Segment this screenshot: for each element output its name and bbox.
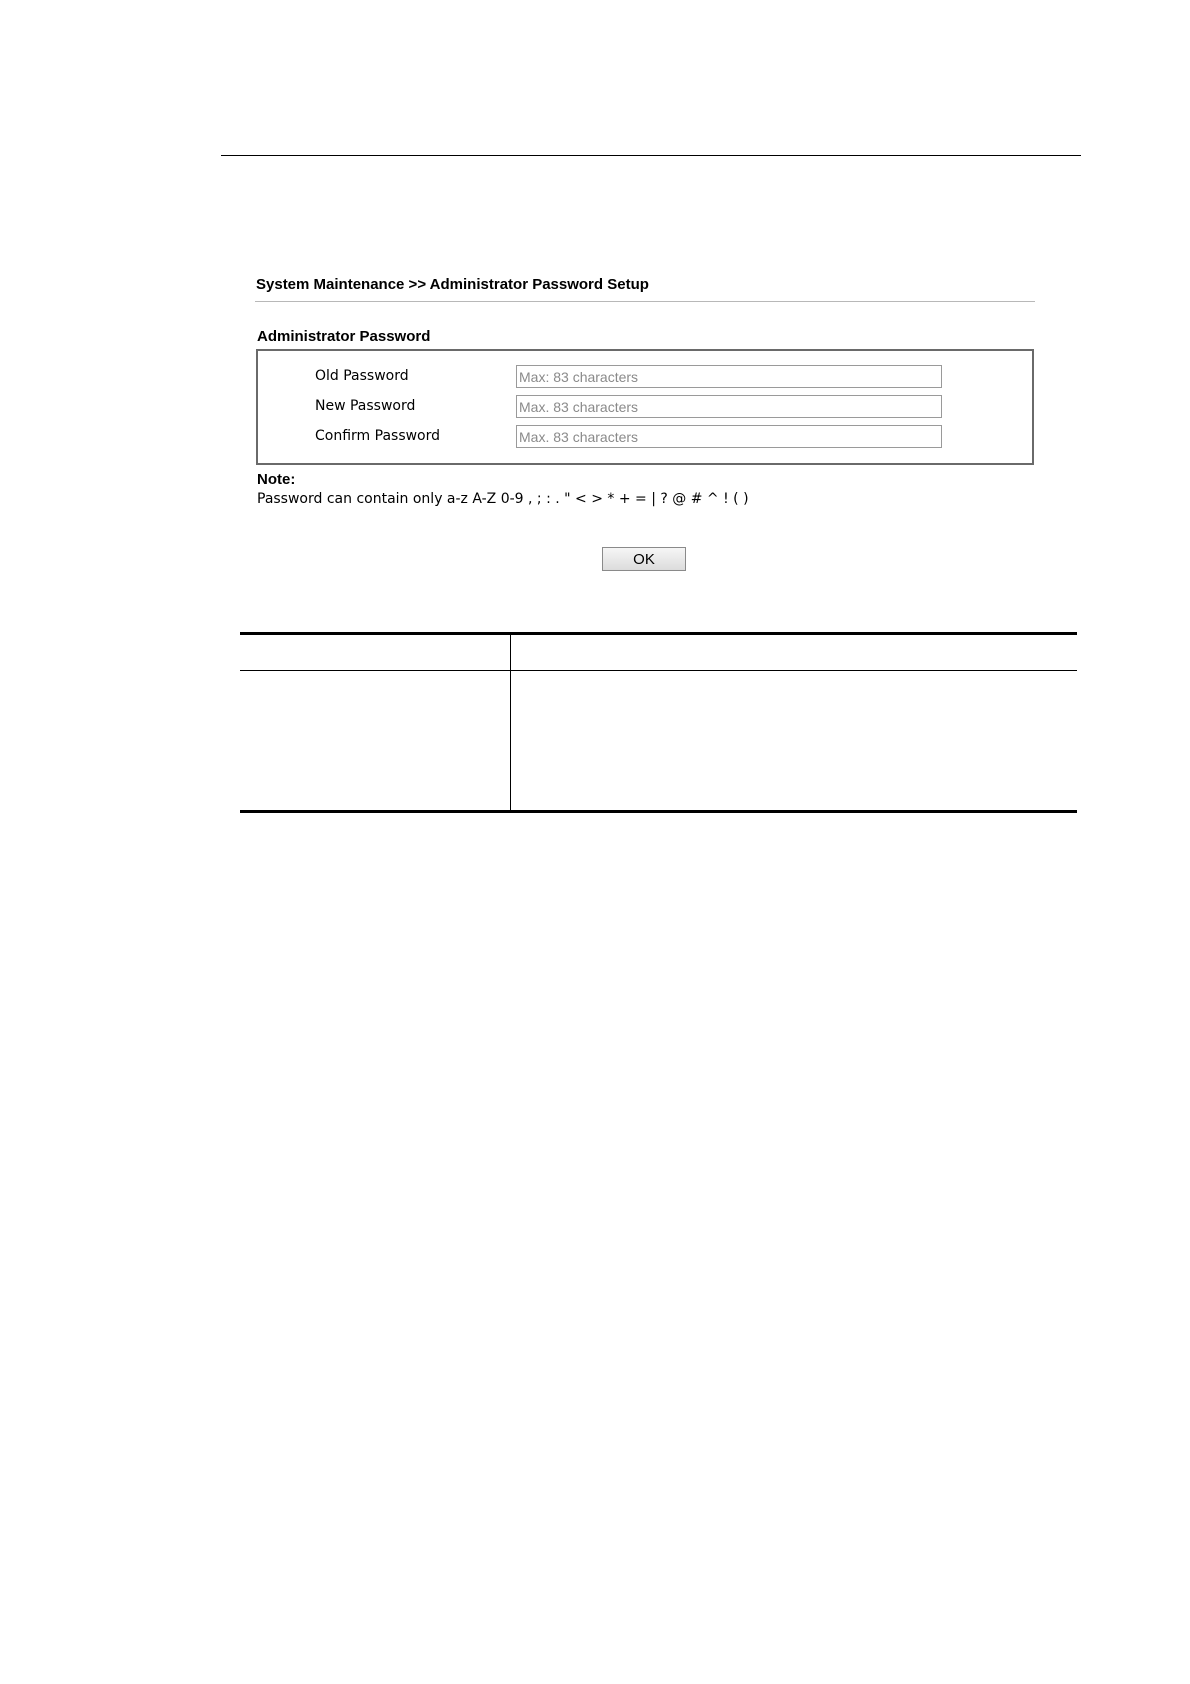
new-password-row: [258, 395, 1032, 419]
note-title: Note:: [257, 471, 296, 488]
confirm-password-row: [258, 425, 1032, 449]
table-header-rule: [240, 670, 1077, 671]
old-password-input[interactable]: [516, 365, 942, 388]
note-text: Password can contain only a-z A-Z 0-9 , ; : . " < > * + = | ? @ # ^ ! ( ): [257, 491, 749, 507]
table-column-divider: [510, 632, 511, 812]
page-title: System Maintenance >> Administrator Password Setup: [256, 276, 649, 293]
new-password-input[interactable]: [516, 395, 942, 418]
description-table: [240, 632, 1077, 812]
new-password-label: New Password: [315, 398, 416, 414]
old-password-label: Old Password: [315, 368, 409, 384]
table-bottom-rule: [240, 810, 1077, 813]
title-divider: [255, 301, 1035, 302]
confirm-password-label: Confirm Password: [315, 428, 441, 444]
password-form: [256, 349, 1034, 465]
header-rule: [221, 155, 1081, 156]
section-title: Administrator Password: [257, 328, 431, 345]
old-password-row: [258, 365, 1032, 389]
table-top-rule: [240, 632, 1077, 635]
confirm-password-input[interactable]: [516, 425, 942, 448]
ok-button[interactable]: OK: [602, 547, 686, 571]
